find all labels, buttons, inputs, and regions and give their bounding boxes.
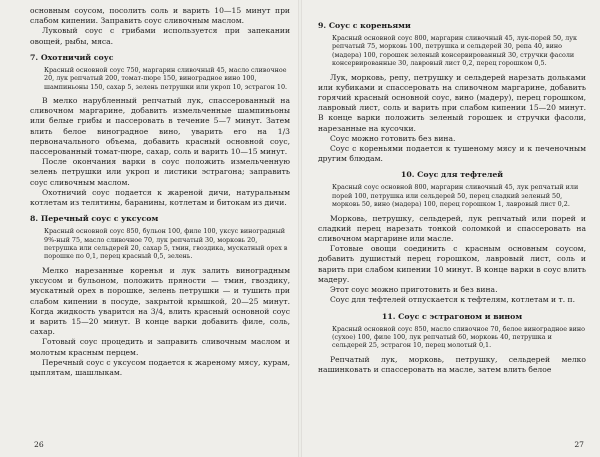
paragraph: Мелко нарезанные коренья и лук залить виноградным уксусом и бульоном, положить пряности — тмин, гвоздику, мускатный орех в порошке, зелень петрушки — и тушить при слабом кипении в посуде, закрытой крышкой, 20—25 минут. Когда жидкость уварится на 3/4, влить красный основной соус и варить 15—20 минут. В конце варки добавить филе, соль, сахар. [30, 265, 290, 337]
paragraph: Луковый соус с грибами используется при запекании овощей, рыбы, мяса. [30, 26, 290, 46]
continued-paragraph: основным соусом, посолить соль и варить 10—15 минут при слабом кипении. Заправить соус сливочным маслом. [30, 6, 290, 26]
paragraph: Охотничий соус подается к жареной дичи, натуральным котлетам из телятины, баранины, котлетам и битокам из дичи. [30, 187, 290, 208]
ingredients-list: Красный основной соус 800, маргарин сливочный 45, лук-порей 50, лук репчатый 75, морковь 100, петрушка и сельдерей 30, репа 40, вино (мадера) 100, горошек зеленый консервированный 30, стручки фасоли консервированные 30, лавровый лист 0,2, перец горошком 0,5. [332, 34, 577, 68]
page-number: 27 [574, 440, 584, 449]
paragraph: Перечный соус с уксусом подается к жареному мясу, курам, цыплятам, шашлыкам. [30, 357, 290, 377]
section-title: 8. Перечный соус с уксусом [30, 214, 159, 224]
paragraph: Морковь, петрушку, сельдерей, лук репчатый или порей и сладкий перец нарезать тонкой соломкой и спассеровать на сливочном маргарине или масле. [318, 213, 586, 244]
paragraph: Готовые овощи соединить с красным основным соусом, добавить душистый перец горошком, лавровый лист, соль и варить при слабом кипении 10 минут. В конце варки в соус влить мадеру. [318, 244, 586, 284]
paragraph: Этот соус можно приготовить и без вина. [330, 285, 498, 295]
paragraph: Готовый соус процедить и заправить сливочным маслом и молотым красным перцем. [30, 337, 290, 357]
section-title: 10. Соус для тефтелей [400, 170, 504, 180]
paragraph: Соус можно готовить без вина. [330, 133, 456, 143]
ingredients-list: Красный основной соус 850, бульон 100, филе 100, уксус виноградный 9%-ный 75, масло сливочное 70, лук репчатый 30, морковь 20, петрушка или сельдерей 20, сахар 5, тмин, гвоздика, мускатный орех в порошке по 0,1, перец красный 0,5, зелень. [44, 227, 288, 261]
page-number: 26 [34, 440, 44, 449]
section-title: 9. Соус с кореньями [318, 21, 411, 30]
paragraph: В мелко нарубленный репчатый лук, спассерованный на сливочном маргарине, добавить измельченные шампиньоны или белые грибы и пассеровать в течение 5—7 минут. Затем влить белое виноградное вино, уварить его на 1/3 первоначального объема, добавить красный основной соус, пассерованный томат-пюре, сахар, соль и варить 10—15 минут. [30, 96, 290, 157]
paragraph: Соус с кореньями подается к тушеному мясу и к печеночным другим блюдам. [318, 144, 586, 164]
ingredients-list: Красный основной соус 850, масло сливочное 70, белое виноградное вино (сухое) 100, филе 100, лук репчатый 60, морковь 40, петрушка и сельдерей 25, эстрагон 10, перец молотый 0,1. [332, 324, 586, 350]
ingredients-list: Красный основной соус 750, маргарин сливочный 45, масло сливочное 20, лук репчатый 200, томат-пюре 150, виноградное вино 100, шампиньоны 150, сахар 5, зелень петрушки или укроп 10, эстрагон 10. [44, 65, 288, 91]
paragraph: После окончания варки в соус положить измельченную зелень петрушки или укроп и листики эстрагона; заправить соус сливочным маслом. [30, 157, 290, 187]
right-page [300, 0, 600, 457]
section-title: 11. Соус с эстрагоном и вином [381, 311, 523, 321]
ingredients-list: Красный соус основной 800, маргарин сливочный 45, лук репчатый или порей 100, петрушка или сельдерей 50, перец сладкий зеленый 50, морковь 50, вино (мадера) 100, перец горошком 1, лавровый лист 0,2. [332, 183, 579, 209]
paragraph: Соус для тефтелей отпускается к тефтелям, котлетам и т. п. [330, 295, 576, 305]
paragraph: Репчатый лук, морковь, петрушку, сельдерей мелко нашинковать и спассеровать на масле, затем влить белое [318, 354, 586, 374]
section-title: 7. Охотничий соус [30, 52, 114, 62]
paragraph: Лук, морковь, репу, петрушку и сельдерей нарезать дольками или кубиками и спассеровать на сливочном маргарине, добавить горячий красный основной соус, вино (мадеру), перец горошком, лавровый лист, соль и варить при слабом кипении 15—20 минут. В конце варки положить зеленый горошек и стручки фасоли, нарезанные на кусочки. [318, 72, 586, 133]
